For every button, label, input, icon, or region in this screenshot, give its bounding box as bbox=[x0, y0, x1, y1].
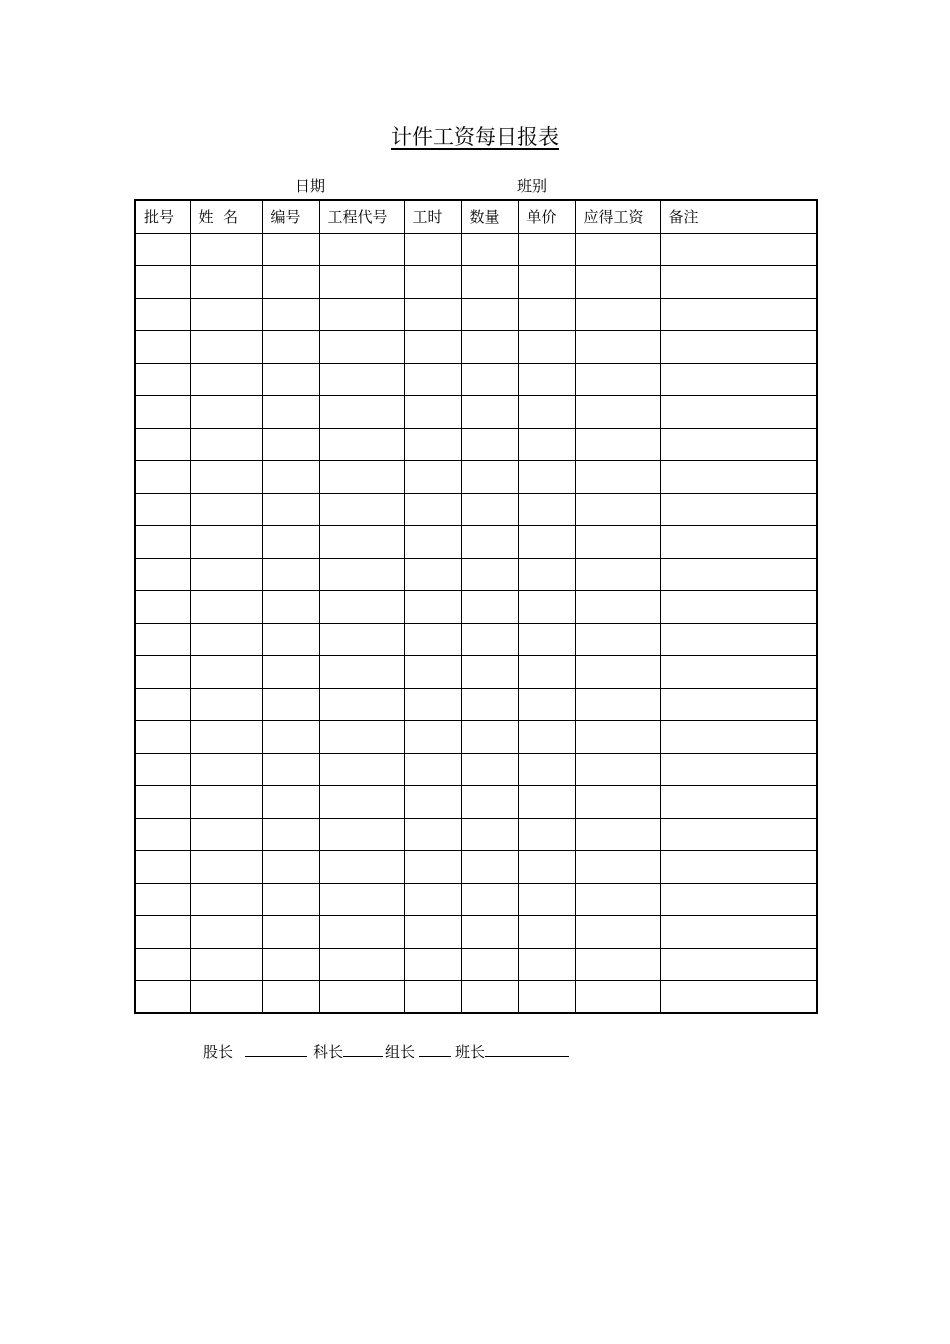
name-cell[interactable] bbox=[190, 298, 262, 331]
header-remarks: 备注 bbox=[660, 200, 817, 233]
title-text: 计件工资每日报表 bbox=[391, 125, 559, 149]
remarks-cell[interactable] bbox=[660, 298, 817, 331]
process-code-cell[interactable] bbox=[319, 461, 404, 494]
name-cell[interactable] bbox=[190, 818, 262, 851]
id-cell[interactable] bbox=[262, 948, 319, 981]
table-row bbox=[135, 981, 817, 1014]
process-code-cell[interactable] bbox=[319, 753, 404, 786]
name-cell[interactable] bbox=[190, 786, 262, 819]
quantity-cell[interactable] bbox=[461, 526, 518, 559]
id-cell[interactable] bbox=[262, 916, 319, 949]
unit-price-cell[interactable] bbox=[518, 461, 575, 494]
process-code-cell[interactable] bbox=[319, 948, 404, 981]
batch-number-cell[interactable] bbox=[135, 688, 190, 721]
id-cell[interactable] bbox=[262, 591, 319, 624]
quantity-cell[interactable] bbox=[461, 396, 518, 429]
process-code-cell[interactable] bbox=[319, 233, 404, 266]
table-row bbox=[135, 558, 817, 591]
id-cell[interactable] bbox=[262, 266, 319, 299]
table-row bbox=[135, 233, 817, 266]
wage-due-cell[interactable] bbox=[575, 851, 660, 884]
id-cell[interactable] bbox=[262, 331, 319, 364]
quantity-cell[interactable] bbox=[461, 331, 518, 364]
quantity-cell[interactable] bbox=[461, 688, 518, 721]
unit-price-cell[interactable] bbox=[518, 753, 575, 786]
remarks-cell[interactable] bbox=[660, 526, 817, 559]
name-cell[interactable] bbox=[190, 883, 262, 916]
batch-number-cell[interactable] bbox=[135, 526, 190, 559]
wage-due-cell[interactable] bbox=[575, 331, 660, 364]
id-cell[interactable] bbox=[262, 753, 319, 786]
name-cell[interactable] bbox=[190, 753, 262, 786]
header-id: 编号 bbox=[262, 200, 319, 233]
process-code-cell[interactable] bbox=[319, 883, 404, 916]
process-code-cell[interactable] bbox=[319, 916, 404, 949]
header-batch-number: 批号 bbox=[135, 200, 190, 233]
wage-due-cell[interactable] bbox=[575, 233, 660, 266]
table-row bbox=[135, 526, 817, 559]
batch-number-cell[interactable] bbox=[135, 493, 190, 526]
header-unit-price: 单价 bbox=[518, 200, 575, 233]
wage-due-cell[interactable] bbox=[575, 493, 660, 526]
group-leader-signature-field[interactable] bbox=[419, 1042, 451, 1057]
process-code-cell[interactable] bbox=[319, 851, 404, 884]
work-hours-cell[interactable] bbox=[404, 461, 461, 494]
table-row bbox=[135, 428, 817, 461]
unit-price-cell[interactable] bbox=[518, 591, 575, 624]
work-hours-cell[interactable] bbox=[404, 981, 461, 1014]
quantity-cell[interactable] bbox=[461, 981, 518, 1014]
quantity-cell[interactable] bbox=[461, 461, 518, 494]
wage-due-cell[interactable] bbox=[575, 818, 660, 851]
quantity-cell[interactable] bbox=[461, 363, 518, 396]
table-row bbox=[135, 786, 817, 819]
quantity-cell[interactable] bbox=[461, 916, 518, 949]
id-cell[interactable] bbox=[262, 233, 319, 266]
work-hours-cell[interactable] bbox=[404, 526, 461, 559]
unit-price-cell[interactable] bbox=[518, 493, 575, 526]
table-row bbox=[135, 948, 817, 981]
id-cell[interactable] bbox=[262, 623, 319, 656]
remarks-cell[interactable] bbox=[660, 721, 817, 754]
wage-due-cell[interactable] bbox=[575, 623, 660, 656]
unit-price-cell[interactable] bbox=[518, 266, 575, 299]
batch-number-cell[interactable] bbox=[135, 883, 190, 916]
signature-line bbox=[203, 1042, 569, 1062]
remarks-cell[interactable] bbox=[660, 558, 817, 591]
header-work-hours: 工时 bbox=[404, 200, 461, 233]
quantity-cell[interactable] bbox=[461, 493, 518, 526]
remarks-cell[interactable] bbox=[660, 916, 817, 949]
name-cell[interactable] bbox=[190, 396, 262, 429]
header-process-code: 工程代号 bbox=[319, 200, 404, 233]
wage-due-cell[interactable] bbox=[575, 266, 660, 299]
batch-number-cell[interactable] bbox=[135, 233, 190, 266]
remarks-cell[interactable] bbox=[660, 786, 817, 819]
process-code-cell[interactable] bbox=[319, 981, 404, 1014]
wage-due-cell[interactable] bbox=[575, 428, 660, 461]
id-cell[interactable] bbox=[262, 721, 319, 754]
wage-due-cell[interactable] bbox=[575, 721, 660, 754]
remarks-cell[interactable] bbox=[660, 461, 817, 494]
remarks-cell[interactable] bbox=[660, 266, 817, 299]
name-cell[interactable] bbox=[190, 331, 262, 364]
remarks-cell[interactable] bbox=[660, 753, 817, 786]
quantity-cell[interactable] bbox=[461, 558, 518, 591]
batch-number-cell[interactable] bbox=[135, 656, 190, 689]
work-hours-cell[interactable] bbox=[404, 266, 461, 299]
process-code-cell[interactable] bbox=[319, 818, 404, 851]
name-cell[interactable] bbox=[190, 428, 262, 461]
work-hours-cell[interactable] bbox=[404, 786, 461, 819]
id-cell[interactable] bbox=[262, 493, 319, 526]
id-cell[interactable] bbox=[262, 851, 319, 884]
name-cell[interactable] bbox=[190, 233, 262, 266]
id-cell[interactable] bbox=[262, 526, 319, 559]
quantity-cell[interactable] bbox=[461, 428, 518, 461]
wage-due-cell[interactable] bbox=[575, 688, 660, 721]
wage-due-cell[interactable] bbox=[575, 948, 660, 981]
table-row bbox=[135, 851, 817, 884]
process-code-cell[interactable] bbox=[319, 298, 404, 331]
work-hours-cell[interactable] bbox=[404, 558, 461, 591]
report-table bbox=[134, 199, 818, 1014]
work-hours-cell[interactable] bbox=[404, 428, 461, 461]
wage-due-cell[interactable] bbox=[575, 916, 660, 949]
table-row bbox=[135, 461, 817, 494]
batch-number-cell[interactable] bbox=[135, 851, 190, 884]
unit-price-cell[interactable] bbox=[518, 363, 575, 396]
process-code-cell[interactable] bbox=[319, 688, 404, 721]
table-row bbox=[135, 331, 817, 364]
remarks-cell[interactable] bbox=[660, 623, 817, 656]
work-hours-cell[interactable] bbox=[404, 851, 461, 884]
work-hours-cell[interactable] bbox=[404, 948, 461, 981]
header-name: 姓 名 bbox=[190, 200, 262, 233]
process-code-cell[interactable] bbox=[319, 266, 404, 299]
name-cell[interactable] bbox=[190, 526, 262, 559]
table-row bbox=[135, 591, 817, 624]
name-cell[interactable] bbox=[190, 266, 262, 299]
wage-due-cell[interactable] bbox=[575, 363, 660, 396]
quantity-cell[interactable] bbox=[461, 266, 518, 299]
wage-due-cell[interactable] bbox=[575, 396, 660, 429]
table-row bbox=[135, 688, 817, 721]
wage-due-cell[interactable] bbox=[575, 753, 660, 786]
unit-price-cell[interactable] bbox=[518, 396, 575, 429]
work-hours-cell[interactable] bbox=[404, 916, 461, 949]
unit-price-cell[interactable] bbox=[518, 558, 575, 591]
work-hours-cell[interactable] bbox=[404, 591, 461, 624]
remarks-cell[interactable] bbox=[660, 818, 817, 851]
table-row bbox=[135, 493, 817, 526]
name-cell[interactable] bbox=[190, 688, 262, 721]
header-quantity: 数量 bbox=[461, 200, 518, 233]
wage-due-cell[interactable] bbox=[575, 526, 660, 559]
batch-number-cell[interactable] bbox=[135, 396, 190, 429]
work-hours-cell[interactable] bbox=[404, 656, 461, 689]
shift-leader-label: 班长 bbox=[455, 1043, 486, 1061]
batch-number-cell[interactable] bbox=[135, 753, 190, 786]
quantity-cell[interactable] bbox=[461, 786, 518, 819]
unit-price-cell[interactable] bbox=[518, 298, 575, 331]
date-label: 日期 bbox=[295, 177, 326, 195]
id-cell[interactable] bbox=[262, 428, 319, 461]
batch-number-cell[interactable] bbox=[135, 818, 190, 851]
header-row bbox=[135, 200, 817, 233]
unit-price-cell[interactable] bbox=[518, 233, 575, 266]
batch-number-cell[interactable] bbox=[135, 916, 190, 949]
quantity-cell[interactable] bbox=[461, 298, 518, 331]
work-hours-cell[interactable] bbox=[404, 298, 461, 331]
group-leader-label: 组长 bbox=[385, 1043, 416, 1061]
id-cell[interactable] bbox=[262, 363, 319, 396]
unit-price-cell[interactable] bbox=[518, 916, 575, 949]
unit-price-cell[interactable] bbox=[518, 623, 575, 656]
section-chief-signature-field[interactable] bbox=[245, 1042, 307, 1057]
work-hours-cell[interactable] bbox=[404, 883, 461, 916]
unit-price-cell[interactable] bbox=[518, 656, 575, 689]
remarks-cell[interactable] bbox=[660, 981, 817, 1014]
name-cell[interactable] bbox=[190, 721, 262, 754]
name-cell[interactable] bbox=[190, 948, 262, 981]
report-table-body bbox=[135, 233, 817, 1013]
unit-price-cell[interactable] bbox=[518, 851, 575, 884]
batch-number-cell[interactable] bbox=[135, 266, 190, 299]
id-cell[interactable] bbox=[262, 818, 319, 851]
work-hours-cell[interactable] bbox=[404, 721, 461, 754]
name-cell[interactable] bbox=[190, 591, 262, 624]
shift-label: 班别 bbox=[517, 177, 548, 195]
table-row bbox=[135, 721, 817, 754]
wage-due-cell[interactable] bbox=[575, 558, 660, 591]
batch-number-cell[interactable] bbox=[135, 298, 190, 331]
remarks-cell[interactable] bbox=[660, 948, 817, 981]
id-cell[interactable] bbox=[262, 461, 319, 494]
work-hours-cell[interactable] bbox=[404, 623, 461, 656]
batch-number-cell[interactable] bbox=[135, 721, 190, 754]
name-cell[interactable] bbox=[190, 558, 262, 591]
remarks-cell[interactable] bbox=[660, 233, 817, 266]
table-row bbox=[135, 916, 817, 949]
batch-number-cell[interactable] bbox=[135, 981, 190, 1014]
name-cell[interactable] bbox=[190, 981, 262, 1014]
work-hours-cell[interactable] bbox=[404, 493, 461, 526]
name-cell[interactable] bbox=[190, 916, 262, 949]
name-cell[interactable] bbox=[190, 851, 262, 884]
remarks-cell[interactable] bbox=[660, 656, 817, 689]
batch-number-cell[interactable] bbox=[135, 623, 190, 656]
shift-leader-signature-field[interactable] bbox=[485, 1042, 569, 1057]
remarks-cell[interactable] bbox=[660, 428, 817, 461]
batch-number-cell[interactable] bbox=[135, 363, 190, 396]
header-wage-due: 应得工资 bbox=[575, 200, 660, 233]
id-cell[interactable] bbox=[262, 656, 319, 689]
process-code-cell[interactable] bbox=[319, 558, 404, 591]
unit-price-cell[interactable] bbox=[518, 428, 575, 461]
process-code-cell[interactable] bbox=[319, 396, 404, 429]
quantity-cell[interactable] bbox=[461, 753, 518, 786]
work-hours-cell[interactable] bbox=[404, 818, 461, 851]
id-cell[interactable] bbox=[262, 558, 319, 591]
process-code-cell[interactable] bbox=[319, 428, 404, 461]
id-cell[interactable] bbox=[262, 688, 319, 721]
table-row bbox=[135, 298, 817, 331]
table-row bbox=[135, 753, 817, 786]
process-code-cell[interactable] bbox=[319, 493, 404, 526]
batch-number-cell[interactable] bbox=[135, 331, 190, 364]
work-hours-cell[interactable] bbox=[404, 396, 461, 429]
unit-price-cell[interactable] bbox=[518, 526, 575, 559]
wage-due-cell[interactable] bbox=[575, 591, 660, 624]
unit-price-cell[interactable] bbox=[518, 688, 575, 721]
batch-number-cell[interactable] bbox=[135, 558, 190, 591]
work-hours-cell[interactable] bbox=[404, 233, 461, 266]
table-row bbox=[135, 623, 817, 656]
id-cell[interactable] bbox=[262, 786, 319, 819]
process-code-cell[interactable] bbox=[319, 591, 404, 624]
remarks-cell[interactable] bbox=[660, 493, 817, 526]
work-hours-cell[interactable] bbox=[404, 688, 461, 721]
unit-price-cell[interactable] bbox=[518, 786, 575, 819]
table-row bbox=[135, 396, 817, 429]
table-row bbox=[135, 363, 817, 396]
wage-due-cell[interactable] bbox=[575, 656, 660, 689]
name-cell[interactable] bbox=[190, 493, 262, 526]
remarks-cell[interactable] bbox=[660, 688, 817, 721]
remarks-cell[interactable] bbox=[660, 331, 817, 364]
remarks-cell[interactable] bbox=[660, 851, 817, 884]
section-chief-label: 股长 bbox=[203, 1043, 234, 1061]
quantity-cell[interactable] bbox=[461, 883, 518, 916]
id-cell[interactable] bbox=[262, 883, 319, 916]
quantity-cell[interactable] bbox=[461, 233, 518, 266]
id-cell[interactable] bbox=[262, 298, 319, 331]
work-hours-cell[interactable] bbox=[404, 331, 461, 364]
table-row bbox=[135, 818, 817, 851]
name-cell[interactable] bbox=[190, 461, 262, 494]
wage-due-cell[interactable] bbox=[575, 461, 660, 494]
batch-number-cell[interactable] bbox=[135, 786, 190, 819]
batch-number-cell[interactable] bbox=[135, 948, 190, 981]
process-code-cell[interactable] bbox=[319, 363, 404, 396]
process-code-cell[interactable] bbox=[319, 786, 404, 819]
wage-due-cell[interactable] bbox=[575, 883, 660, 916]
quantity-cell[interactable] bbox=[461, 721, 518, 754]
department-chief-signature-field[interactable] bbox=[343, 1042, 383, 1057]
unit-price-cell[interactable] bbox=[518, 948, 575, 981]
id-cell[interactable] bbox=[262, 396, 319, 429]
batch-number-cell[interactable] bbox=[135, 428, 190, 461]
process-code-cell[interactable] bbox=[319, 656, 404, 689]
quantity-cell[interactable] bbox=[461, 591, 518, 624]
wage-due-cell[interactable] bbox=[575, 298, 660, 331]
process-code-cell[interactable] bbox=[319, 526, 404, 559]
quantity-cell[interactable] bbox=[461, 851, 518, 884]
work-hours-cell[interactable] bbox=[404, 363, 461, 396]
unit-price-cell[interactable] bbox=[518, 818, 575, 851]
process-code-cell[interactable] bbox=[319, 721, 404, 754]
remarks-cell[interactable] bbox=[660, 591, 817, 624]
unit-price-cell[interactable] bbox=[518, 981, 575, 1014]
id-cell[interactable] bbox=[262, 981, 319, 1014]
wage-due-cell[interactable] bbox=[575, 786, 660, 819]
batch-number-cell[interactable] bbox=[135, 591, 190, 624]
unit-price-cell[interactable] bbox=[518, 883, 575, 916]
work-hours-cell[interactable] bbox=[404, 753, 461, 786]
remarks-cell[interactable] bbox=[660, 363, 817, 396]
quantity-cell[interactable] bbox=[461, 656, 518, 689]
unit-price-cell[interactable] bbox=[518, 331, 575, 364]
department-chief-label: 科长 bbox=[313, 1043, 344, 1061]
table-row bbox=[135, 266, 817, 299]
name-cell[interactable] bbox=[190, 363, 262, 396]
remarks-cell[interactable] bbox=[660, 883, 817, 916]
unit-price-cell[interactable] bbox=[518, 721, 575, 754]
quantity-cell[interactable] bbox=[461, 948, 518, 981]
name-cell[interactable] bbox=[190, 623, 262, 656]
name-cell[interactable] bbox=[190, 656, 262, 689]
wage-due-cell[interactable] bbox=[575, 981, 660, 1014]
batch-number-cell[interactable] bbox=[135, 461, 190, 494]
quantity-cell[interactable] bbox=[461, 623, 518, 656]
page-title bbox=[0, 122, 950, 152]
remarks-cell[interactable] bbox=[660, 396, 817, 429]
table-row bbox=[135, 883, 817, 916]
quantity-cell[interactable] bbox=[461, 818, 518, 851]
process-code-cell[interactable] bbox=[319, 623, 404, 656]
table-row bbox=[135, 656, 817, 689]
process-code-cell[interactable] bbox=[319, 331, 404, 364]
